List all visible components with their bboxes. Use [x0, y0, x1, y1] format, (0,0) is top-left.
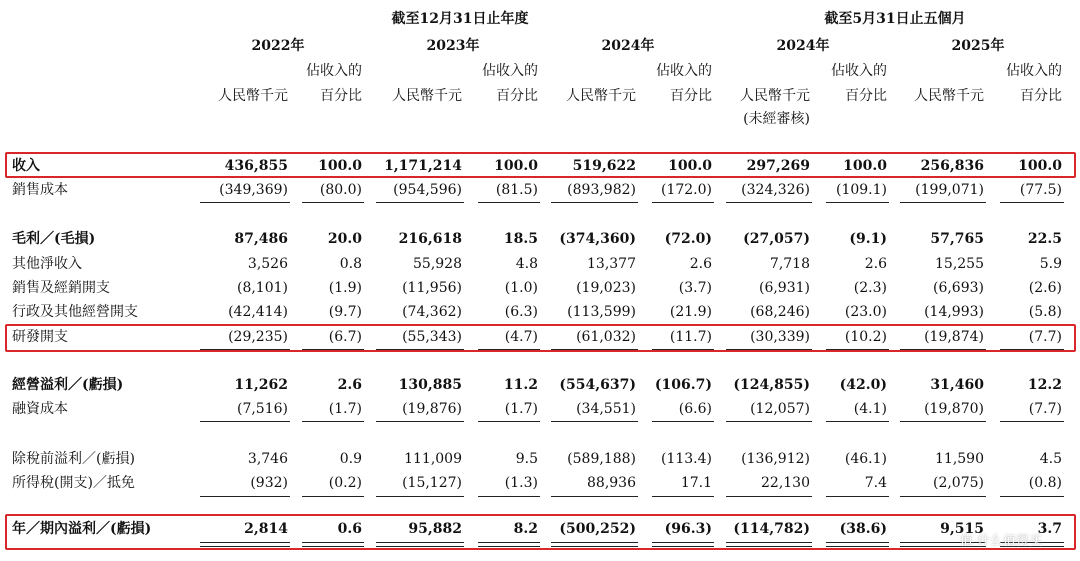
underline	[478, 496, 540, 497]
rmb-header: 人民幣千元	[392, 88, 462, 104]
highlight-rnd	[5, 324, 1076, 352]
amount-cell: (349,369)	[219, 182, 288, 198]
underline	[302, 421, 364, 422]
percent-cell: (1.0)	[504, 280, 538, 296]
underline	[302, 496, 364, 497]
percent-cell: (10.2)	[844, 329, 887, 345]
percent-cell: 11.2	[503, 377, 538, 393]
percent-cell: (38.6)	[839, 521, 887, 537]
row-label: 研發開支	[12, 329, 68, 345]
pct-header: 百分比	[1020, 88, 1062, 104]
amount-cell: (589,188)	[567, 451, 636, 467]
unaudited-note: (未經審核)	[743, 111, 810, 127]
percent-cell: (172.0)	[660, 182, 712, 198]
highlight-revenue	[5, 152, 1076, 178]
underline	[551, 496, 638, 497]
percent-cell: 7.4	[864, 475, 887, 491]
amount-cell: 11,590	[935, 451, 984, 467]
percent-cell: (4.7)	[504, 329, 538, 345]
amount-cell: (136,912)	[741, 451, 810, 467]
amount-cell: 57,765	[930, 231, 984, 247]
row-label: 年／期內溢利／(虧損)	[12, 521, 152, 537]
percent-cell: (0.2)	[328, 475, 362, 491]
amount-cell: 31,460	[930, 377, 984, 393]
underline	[652, 496, 714, 497]
underline	[826, 496, 889, 497]
amount-cell: (7,516)	[236, 401, 288, 417]
underline	[376, 421, 464, 422]
percent-cell: 9.5	[515, 451, 538, 467]
percent-cell: (2.6)	[1028, 280, 1062, 296]
amount-cell: 13,377	[587, 256, 636, 272]
underline	[726, 496, 812, 497]
percent-cell: (2.3)	[853, 280, 887, 296]
amount-cell: 2,814	[244, 521, 288, 537]
percent-cell: 100.0	[1018, 158, 1062, 174]
amount-cell: 111,009	[404, 451, 462, 467]
percent-cell: (96.3)	[664, 521, 712, 537]
percent-cell: 0.9	[339, 451, 362, 467]
percent-cell: 4.8	[515, 256, 538, 272]
underline	[726, 421, 812, 422]
amount-cell: 15,255	[935, 256, 984, 272]
underline	[478, 421, 540, 422]
pct-header: 佔收入的	[306, 63, 362, 79]
amount-cell: (15,127)	[402, 475, 462, 491]
amount-cell: (6,693)	[932, 280, 984, 296]
percent-cell: (113.4)	[660, 451, 712, 467]
amount-cell: 216,618	[398, 231, 462, 247]
underline	[900, 496, 986, 497]
amount-cell: (2,075)	[932, 475, 984, 491]
amount-cell: (12,057)	[750, 401, 810, 417]
percent-cell: (1.9)	[328, 280, 362, 296]
row-label: 銷售成本	[12, 182, 68, 198]
percent-cell: (4.1)	[853, 401, 887, 417]
rmb-header: 人民幣千元	[218, 88, 288, 104]
amount-cell: 436,855	[224, 158, 288, 174]
percent-cell: (9.7)	[328, 304, 362, 320]
amount-cell: 95,882	[408, 521, 462, 537]
group-header-fiscal-year: 截至12月31日止年度	[391, 11, 529, 27]
amount-cell: (42,414)	[228, 304, 288, 320]
percent-cell: 17.1	[680, 475, 712, 491]
watermark-text: 值 什么值得买	[960, 534, 1043, 549]
underline	[200, 421, 290, 422]
amount-cell: (55,343)	[402, 329, 462, 345]
amount-cell: 130,885	[398, 377, 462, 393]
amount-cell: 55,928	[413, 256, 462, 272]
underline	[1000, 496, 1064, 497]
amount-cell: (8,101)	[236, 280, 288, 296]
pct-header: 佔收入的	[831, 63, 887, 79]
amount-cell: (324,326)	[741, 182, 810, 198]
amount-cell: 256,836	[920, 158, 984, 174]
percent-cell: (7.7)	[1028, 401, 1062, 417]
amount-cell: (932)	[250, 475, 288, 491]
group-header-five-months: 截至5月31日止五個月	[824, 11, 966, 27]
percent-cell: 18.5	[503, 231, 538, 247]
amount-cell: (113,599)	[567, 304, 636, 320]
pct-header: 佔收入的	[1006, 63, 1062, 79]
row-label: 所得稅(開支)／抵免	[12, 475, 135, 491]
row-label: 融資成本	[12, 401, 68, 417]
amount-cell: (30,339)	[750, 329, 810, 345]
pct-header: 百分比	[670, 88, 712, 104]
pct-header: 佔收入的	[656, 63, 712, 79]
underline	[1000, 202, 1064, 203]
amount-cell: (14,993)	[924, 304, 984, 320]
percent-cell: (80.0)	[319, 182, 362, 198]
amount-cell: 3,526	[247, 256, 288, 272]
underline	[551, 202, 638, 203]
percent-cell: 100.0	[843, 158, 887, 174]
amount-cell: (500,252)	[559, 521, 636, 537]
amount-cell: (34,551)	[576, 401, 636, 417]
amount-cell: (554,637)	[559, 377, 636, 393]
year-header-2022: 2022年	[251, 38, 305, 54]
percent-cell: (6.6)	[678, 401, 712, 417]
percent-cell: (9.1)	[849, 231, 887, 247]
underline	[551, 421, 638, 422]
year-header-2024-5m: 2024年	[776, 38, 830, 54]
amount-cell: 1,171,214	[384, 158, 462, 174]
percent-cell: (106.7)	[654, 377, 712, 393]
amount-cell: (29,235)	[228, 329, 288, 345]
percent-cell: (81.5)	[495, 182, 538, 198]
underline	[900, 421, 986, 422]
amount-cell: (74,362)	[402, 304, 462, 320]
underline	[200, 202, 290, 203]
year-header-2023: 2023年	[426, 38, 480, 54]
percent-cell: (1.7)	[504, 401, 538, 417]
percent-cell: 2.6	[689, 256, 712, 272]
rmb-header: 人民幣千元	[566, 88, 636, 104]
percent-cell: 2.6	[337, 377, 362, 393]
amount-cell: (374,360)	[559, 231, 636, 247]
percent-cell: 2.6	[864, 256, 887, 272]
amount-cell: 7,718	[769, 256, 810, 272]
amount-cell: (124,855)	[733, 377, 810, 393]
underline	[1000, 421, 1064, 422]
underline	[478, 202, 540, 203]
rmb-header: 人民幣千元	[914, 88, 984, 104]
percent-cell: 3.7	[1037, 521, 1062, 537]
amount-cell: 519,622	[572, 158, 636, 174]
underline	[302, 202, 364, 203]
underline	[652, 202, 714, 203]
percent-cell: 100.0	[494, 158, 538, 174]
percent-cell: (3.7)	[678, 280, 712, 296]
amount-cell: (68,246)	[750, 304, 810, 320]
percent-cell: (0.8)	[1028, 475, 1062, 491]
underline	[726, 202, 812, 203]
percent-cell: (11.7)	[669, 329, 712, 345]
year-header-2024: 2024年	[601, 38, 655, 54]
percent-cell: (42.0)	[839, 377, 887, 393]
row-label: 除稅前溢利／(虧損)	[12, 451, 135, 467]
percent-cell: (6.3)	[504, 304, 538, 320]
percent-cell: (6.7)	[328, 329, 362, 345]
percent-cell: 0.8	[339, 256, 362, 272]
percent-cell: 12.2	[1027, 377, 1062, 393]
row-label: 行政及其他經營開支	[12, 304, 138, 320]
pct-header: 百分比	[320, 88, 362, 104]
percent-cell: 100.0	[318, 158, 362, 174]
amount-cell: 297,269	[746, 158, 810, 174]
amount-cell: 9,515	[940, 521, 984, 537]
amount-cell: (893,982)	[567, 182, 636, 198]
underline	[826, 421, 889, 422]
underline	[376, 202, 464, 203]
underline	[826, 202, 889, 203]
amount-cell: 22,130	[761, 475, 810, 491]
amount-cell: (61,032)	[576, 329, 636, 345]
underline	[652, 421, 714, 422]
amount-cell: 88,936	[587, 475, 636, 491]
percent-cell: (21.9)	[669, 304, 712, 320]
percent-cell: 0.6	[337, 521, 362, 537]
pct-header: 百分比	[845, 88, 887, 104]
percent-cell: (7.7)	[1028, 329, 1062, 345]
amount-cell: (114,782)	[733, 521, 810, 537]
highlight-net-profit	[5, 514, 1076, 550]
percent-cell: (5.8)	[1028, 304, 1062, 320]
percent-cell: 20.0	[327, 231, 362, 247]
percent-cell: (23.0)	[844, 304, 887, 320]
amount-cell: (19,023)	[576, 280, 636, 296]
row-label: 其他淨收入	[12, 256, 82, 272]
amount-cell: 3,746	[247, 451, 288, 467]
amount-cell: (27,057)	[743, 231, 810, 247]
row-label: 收入	[12, 158, 40, 174]
amount-cell: (19,874)	[924, 329, 984, 345]
row-label: 經營溢利／(虧損)	[12, 377, 124, 393]
percent-cell: (109.1)	[835, 182, 887, 198]
underline	[200, 496, 290, 497]
year-header-2025: 2025年	[951, 38, 1005, 54]
percent-cell: 22.5	[1027, 231, 1062, 247]
pct-header: 百分比	[496, 88, 538, 104]
rmb-header: 人民幣千元	[740, 88, 810, 104]
percent-cell: (72.0)	[664, 231, 712, 247]
percent-cell: 100.0	[668, 158, 712, 174]
row-label: 銷售及經銷開支	[12, 280, 110, 296]
pct-header: 佔收入的	[482, 63, 538, 79]
amount-cell: (6,931)	[758, 280, 810, 296]
amount-cell: 11,262	[234, 377, 288, 393]
underline	[900, 202, 986, 203]
percent-cell: (1.7)	[328, 401, 362, 417]
row-label: 毛利／(毛損)	[12, 231, 96, 247]
amount-cell: (11,956)	[402, 280, 462, 296]
amount-cell: (19,870)	[924, 401, 984, 417]
percent-cell: 4.5	[1039, 451, 1062, 467]
percent-cell: (46.1)	[844, 451, 887, 467]
amount-cell: 87,486	[234, 231, 288, 247]
percent-cell: (77.5)	[1019, 182, 1062, 198]
amount-cell: (19,876)	[402, 401, 462, 417]
underline	[376, 496, 464, 497]
percent-cell: 8.2	[513, 521, 538, 537]
amount-cell: (954,596)	[393, 182, 462, 198]
percent-cell: (1.3)	[504, 475, 538, 491]
percent-cell: 5.9	[1039, 256, 1062, 272]
amount-cell: (199,071)	[915, 182, 984, 198]
